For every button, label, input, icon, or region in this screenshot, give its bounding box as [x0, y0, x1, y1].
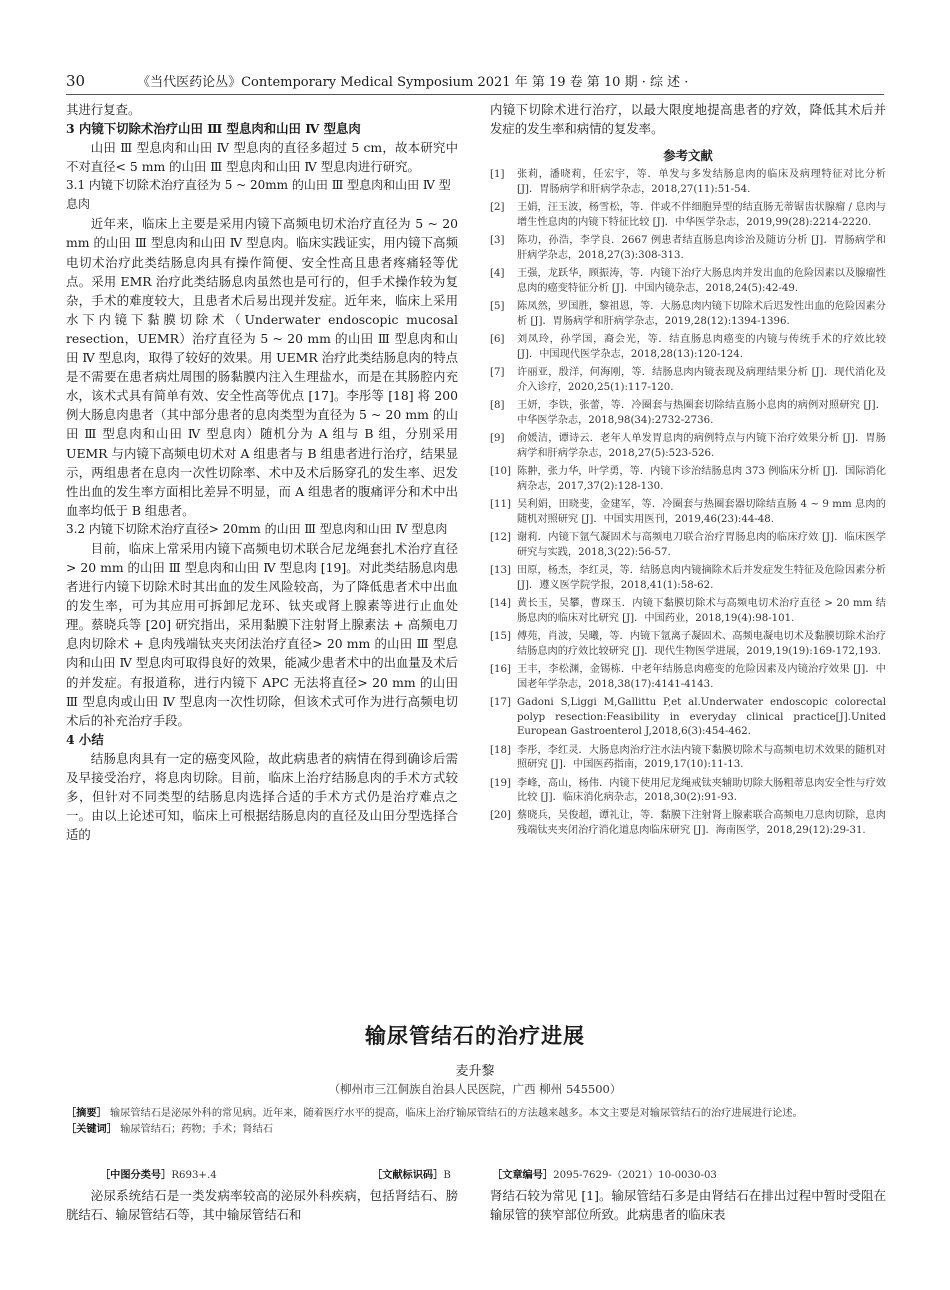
reference-text: 吴利娟，田晓斐，金建军，等．冷圈套与热圈套器切除结直肠 4 ~ 9 mm 息肉的随机对照研究 [J]．中国实用医刊，2019,46(23):44-48.: [517, 499, 886, 525]
reference-number: [8]: [490, 400, 505, 412]
section-heading-3: 3 内镜下切除术治疗山田 Ⅲ 型息肉和山田 Ⅳ 型息肉: [66, 121, 361, 137]
reference-item: [490, 564, 886, 593]
article-number: [492, 1166, 717, 1181]
reference-item: [490, 168, 886, 197]
reference-text: 李峰，高山，杨伟．内镜下使用尼龙绳戒钛夹辅助切除大肠粗蒂息肉安全性与疗效比较 [J]．临床消化病杂志，2018,30(2):91-93.: [517, 777, 886, 804]
reference-number: [12]: [490, 532, 511, 544]
journal-info: 《当代医药论丛》Contemporary Medical Symposium 2021 年 第 19 卷 第 10 期 · 综 述 ·: [137, 75, 689, 90]
reference-number: [14]: [490, 597, 511, 609]
running-header: [66, 66, 884, 95]
abstract-text: 输尿管结石是泌尿外科的常见病。近年来，随着医疗水平的提高，临床上治疗输尿管结石的方法越来越多。本文主要是对输尿管结石的治疗进展进行论述。: [110, 1108, 803, 1119]
reference-item: [490, 234, 886, 263]
reference-number: [10]: [490, 466, 511, 478]
reference-number: [11]: [490, 499, 511, 511]
abstract-label: ［摘要］: [66, 1107, 107, 1119]
reference-text: 刘凤玲，孙学国，裔会光，等．结直肠息肉癌变的内镜与传统手术的疗效比较 [J]．中国现代医学杂志，2018,28(13):120-124.: [517, 334, 886, 360]
keywords: [66, 1122, 886, 1138]
reference-text: Gadoni S,Liggi M,Gallittu P,et al.Underwater endoscopic colorectal polyp resection:Feasibility in everyday clinical practice[J].United European Gastroenterol J,2018,6(3):454-462.: [517, 696, 886, 738]
article-author: 麦升黎: [455, 1064, 495, 1079]
reference-number: [4]: [490, 268, 505, 280]
cls-label: ［中图分类号］: [100, 1169, 172, 1181]
body-paragraph: 结肠息肉具有一定的癌变风险，故此病患者的病情在得到确诊后需及早接受治疗，将息肉切除。目前，临床上治疗结肠息肉的手术方式较多，但针对不同类型的结肠息肉选择合适的手术方式仍是治疗难点之一。由以上论述可知，临床上可根据结肠息肉的直径及山田分型选择合适的: [66, 750, 458, 843]
reference-text: 黄长玉，吴攀，曹琛玉．内镜下黏膜切除术与高频电切术治疗直径 > 20 mm 结肠息肉的临床对比研究 [J]．中国药业，2018,19(4):98-101.: [517, 597, 886, 624]
reference-text: 田原，杨杰，李红灵，等．结肠息肉内镜摘除术后并发症发生特征及危险因素分析 [J]．遵义医学院学报，2018,41(1):58-62.: [517, 565, 886, 591]
section-heading-3-2: 3.2 内镜下切除术治疗直径> 20mm 的山田 Ⅲ 型息肉和山田 Ⅳ 型息肉: [66, 521, 448, 536]
reference-text: 蔡晓兵，吴俊超，谭礼让，等．黏膜下注射肾上腺素联合高频电刀息肉切除，息肉残端钛夹夹闭治疗消化道息肉临床研究 [J]．海南医学，2018,29(12):29-31.: [517, 810, 886, 837]
reference-item: [490, 663, 886, 692]
reference-text: 陈翀，张力华，叶学勇，等．内镜下诊治结肠息肉 373 例临床分析 [J]．国际消化病杂志，2017,37(2):128-130.: [517, 466, 886, 492]
reference-text: 陈功，孙浩，李学良．2667 例患者结直肠息肉诊治及随访分析 [J]．胃肠病学和肝病学杂志，2018,27(3):308-313.: [517, 235, 886, 261]
reference-number: [5]: [490, 301, 505, 313]
reference-text: 李彤，李红灵．大肠息肉治疗注水法内镜下黏膜切除术与高频电切术效果的随机对照研究 [J]．中国医药指南，2019,17(10):11-13.: [517, 744, 886, 771]
article-title: 输尿管结石的治疗进展: [365, 1023, 585, 1048]
reference-item: [490, 300, 886, 329]
reference-item: [490, 333, 886, 362]
reference-item: [490, 744, 886, 773]
reference-number: [19]: [490, 777, 511, 789]
reference-item: [490, 777, 886, 806]
reference-item: [490, 465, 886, 494]
reference-number: [16]: [490, 663, 511, 675]
references-heading: 参考文献: [663, 148, 713, 164]
reference-item: [490, 399, 886, 428]
body-paragraph: 近年来，临床上主要是采用内镜下高频电切术治疗直径为 5 ~ 20 mm 的山田 Ⅲ 型息肉和山田 Ⅳ 型息肉。临床实践证实，用内镜下高频电切术治疗此类结肠息肉具有操作简便、安全性高且患者疼痛轻等优点。采用 EMR 治疗此类结肠息肉虽然也是可行的，但手术操作较为复杂，手术的难度较大，且患者术后易出现并发症。近年来，临床上采用水下内镜下黏膜切除术（Underwater endoscopic mucosal resection，UEMR）治疗直径为 5 ~ 20 mm 的山田 Ⅲ 型息肉和山田 Ⅳ 型息肉，取得了较好的效果。用 UEMR 治疗此类结肠息肉的特点是不需要在患者病灶周围的肠黏膜内注入生理盐水，而是在其肠腔内充水，该术式具有简单有效、安全性高等优点 [17]。李彤等 [18] 将 200 例大肠息肉患者（其中部分患者的息肉类型为直径为 5 ~ 20 mm 的山田 Ⅲ 型息肉和山田 Ⅳ 型息肉）随机分为 A 组与 B 组，分别采用 UEMR 与内镜下高频电切术对 A 组患者与 B 组患者进行治疗，结果显示，两组患者在息肉一次性切除率、术中及术后肠穿孔的发生率、迟发性出血的发生率方面相比差异不明显，而 A 组患者的腹痛评分和术中出血率均低于 B 组患者。: [66, 216, 458, 518]
reference-item: [490, 809, 886, 838]
article-affiliation: （柳州市三江侗族自治县人民医院，广西 柳州 545500）: [328, 1082, 622, 1096]
reference-text: 王强，龙跃华，顾振涛，等．内镜下治疗大肠息肉并发出血的危险因素以及腺瘤性息肉的癌变特征分析 [J]．中国内镜杂志，2018,24(5):42-49.: [517, 268, 886, 294]
reference-item: [490, 366, 886, 395]
reference-item: [490, 498, 886, 527]
reference-number: [3]: [490, 235, 505, 247]
cls-value: R693+.4: [171, 1170, 217, 1181]
reference-text: 王娟，汪玉波，杨雪松，等．伴或不伴细胞异型的结直肠无蒂锯齿状腺瘤 / 息肉与增生性息肉的内镜下特征比较 [J]．中华医学杂志，2019,99(28):2214-2220.: [517, 202, 886, 228]
abstract: [66, 1106, 886, 1122]
reference-number: [15]: [490, 630, 511, 642]
keywords-label: ［关键词］: [66, 1122, 117, 1135]
reference-text: 王妍，李铁，张蕾，等．冷圈套与热圈套切除结直肠小息肉的病例对照研究 [J]．中华医学杂志，2018,98(34):2732-2736.: [517, 400, 886, 426]
reference-number: [20]: [490, 810, 511, 822]
page-number: 30: [66, 72, 86, 90]
section-heading-3-1: 3.1 内镜下切除术治疗直径为 5 ~ 20mm 的山田 Ⅲ 型息肉和山田 Ⅳ 型息肉: [66, 178, 451, 212]
reference-text: 张莉，潘晓莉，任宏宇，等．单发与多发结肠息肉的临床及病理特征对比分析 [J]．胃肠病学和肝病学杂志，2018,27(11):51-54.: [517, 169, 886, 195]
right-column: [490, 100, 886, 842]
reference-item: [490, 531, 886, 560]
body-paragraph: 其进行复查。: [66, 102, 141, 117]
article2-body-right: 肾结石较为常见 [1]。输尿管结石多是由肾结石在排出过程中暂时受阻在输尿管的狭窄部位所致。此病患者的临床表: [490, 1188, 886, 1223]
reference-number: [1]: [490, 169, 505, 181]
reference-item: [490, 630, 886, 659]
reference-number: [18]: [490, 744, 511, 756]
reference-text: 俞媛洁，谭诗云．老年人单发胃息肉的病例特点与内镜下治疗效果分析 [J]．胃肠病学和肝病学杂志，2018,27(5):523-526.: [517, 433, 886, 459]
section-heading-4: 4 小结: [66, 731, 104, 747]
reference-list: [490, 168, 886, 838]
left-column: [66, 100, 458, 844]
reference-item: [490, 201, 886, 230]
body-paragraph: 目前，临床上常采用内镜下高频电切术联合尼龙绳套扎术治疗直径> 20 mm 的山田 Ⅲ 型息肉和山田 Ⅳ 型息肉 [19]。对此类结肠息肉患者进行内镜下切除术时其出血的发生风险较高，为了降低患者术中出血的发生率，可为其应用可拆卸尼龙环、钛夹或肾上腺素等进行止血处理。蔡晓兵等 [20] 研究指出，采用黏膜下注射肾上腺素法 + 高频电刀息肉切除术 + 息肉残端钛夹夹闭法治疗直径> 20 mm 的山田 Ⅲ 型息肉和山田 Ⅳ 型息肉可取得良好的效果，能减少患者术中的出血量及术后的并发症。有报道称，进行内镜下 APC 无法将直径> 20 mm 的山田 Ⅲ 型息肉或山田 Ⅳ 型息肉一次性切除，但该术式可作为进行高频电切术后的补充治疗手段。: [66, 540, 458, 728]
reference-item: [490, 267, 886, 296]
reference-number: [13]: [490, 565, 511, 576]
reference-text: 王丰，李松渊，金锡栋．中老年结肠息肉癌变的危险因素及内镜治疗效果 [J]．中国老年学杂志，2018,38(17):4141-4143.: [517, 663, 886, 690]
reference-number: [2]: [490, 202, 505, 214]
body-paragraph: 内镜下切除术进行治疗，以最大限度地提高患者的疗效，降低其术后并发症的发生率和病情的复发率。: [490, 102, 886, 137]
reference-number: [17]: [490, 696, 511, 708]
reference-item: [490, 696, 886, 740]
reference-text: 谢莉．内镜下氩气凝固术与高频电刀联合治疗胃肠息肉的临床疗效 [J]．临床医学研究与实践，2018,3(22):56-57.: [517, 532, 886, 558]
reference-text: 傅苑，肖波，吴曦，等．内镜下氩离子凝固术、高频电凝电切术及黏膜切除术治疗结肠息肉的疗效比较研究 [J]．现代生物医学进展，2019,19(19):169-172,193.: [517, 630, 886, 657]
reference-item: [490, 432, 886, 461]
reference-number: [6]: [490, 334, 505, 346]
abstract-block: [66, 1106, 886, 1137]
document-code: [372, 1166, 451, 1181]
reference-item: [490, 597, 886, 626]
body-paragraph: 山田 Ⅲ 型息肉和山田 Ⅳ 型息肉的直径多超过 5 cm，故本研究中不对直径< 5 mm 的山田 Ⅲ 型息肉和山田 Ⅳ 型息肉进行研究。: [66, 140, 458, 175]
keywords-text: 输尿管结石；药物；手术；肾结石: [120, 1123, 273, 1135]
doc-label: ［文献标识码］: [372, 1169, 444, 1181]
reference-number: [9]: [490, 433, 505, 445]
art-value: 2095-7629-（2021）10-0030-03: [553, 1170, 717, 1181]
reference-number: [7]: [490, 367, 505, 379]
reference-text: 许丽亚，殷洋，何海刚，等．结肠息肉内镜表现及病理结果分析 [J]．现代消化及介入诊疗，2020,25(1):117-120.: [517, 367, 886, 393]
article2-body-left: 泌尿系统结石是一类发病率较高的泌尿外科疾病，包括肾结石、膀胱结石、输尿管结石等，其中输尿管结石和: [66, 1188, 458, 1223]
doc-value: B: [443, 1170, 451, 1181]
art-label: ［文章编号］: [492, 1169, 554, 1181]
classification-number: [100, 1166, 217, 1181]
reference-text: 陈凤然，罗国胜，黎祖恩，等．大肠息肉内镜下切除术后迟发性出血的危险因素分析 [J]．胃肠病学和肝病学杂志，2019,28(12):1394-1396.: [517, 301, 886, 327]
